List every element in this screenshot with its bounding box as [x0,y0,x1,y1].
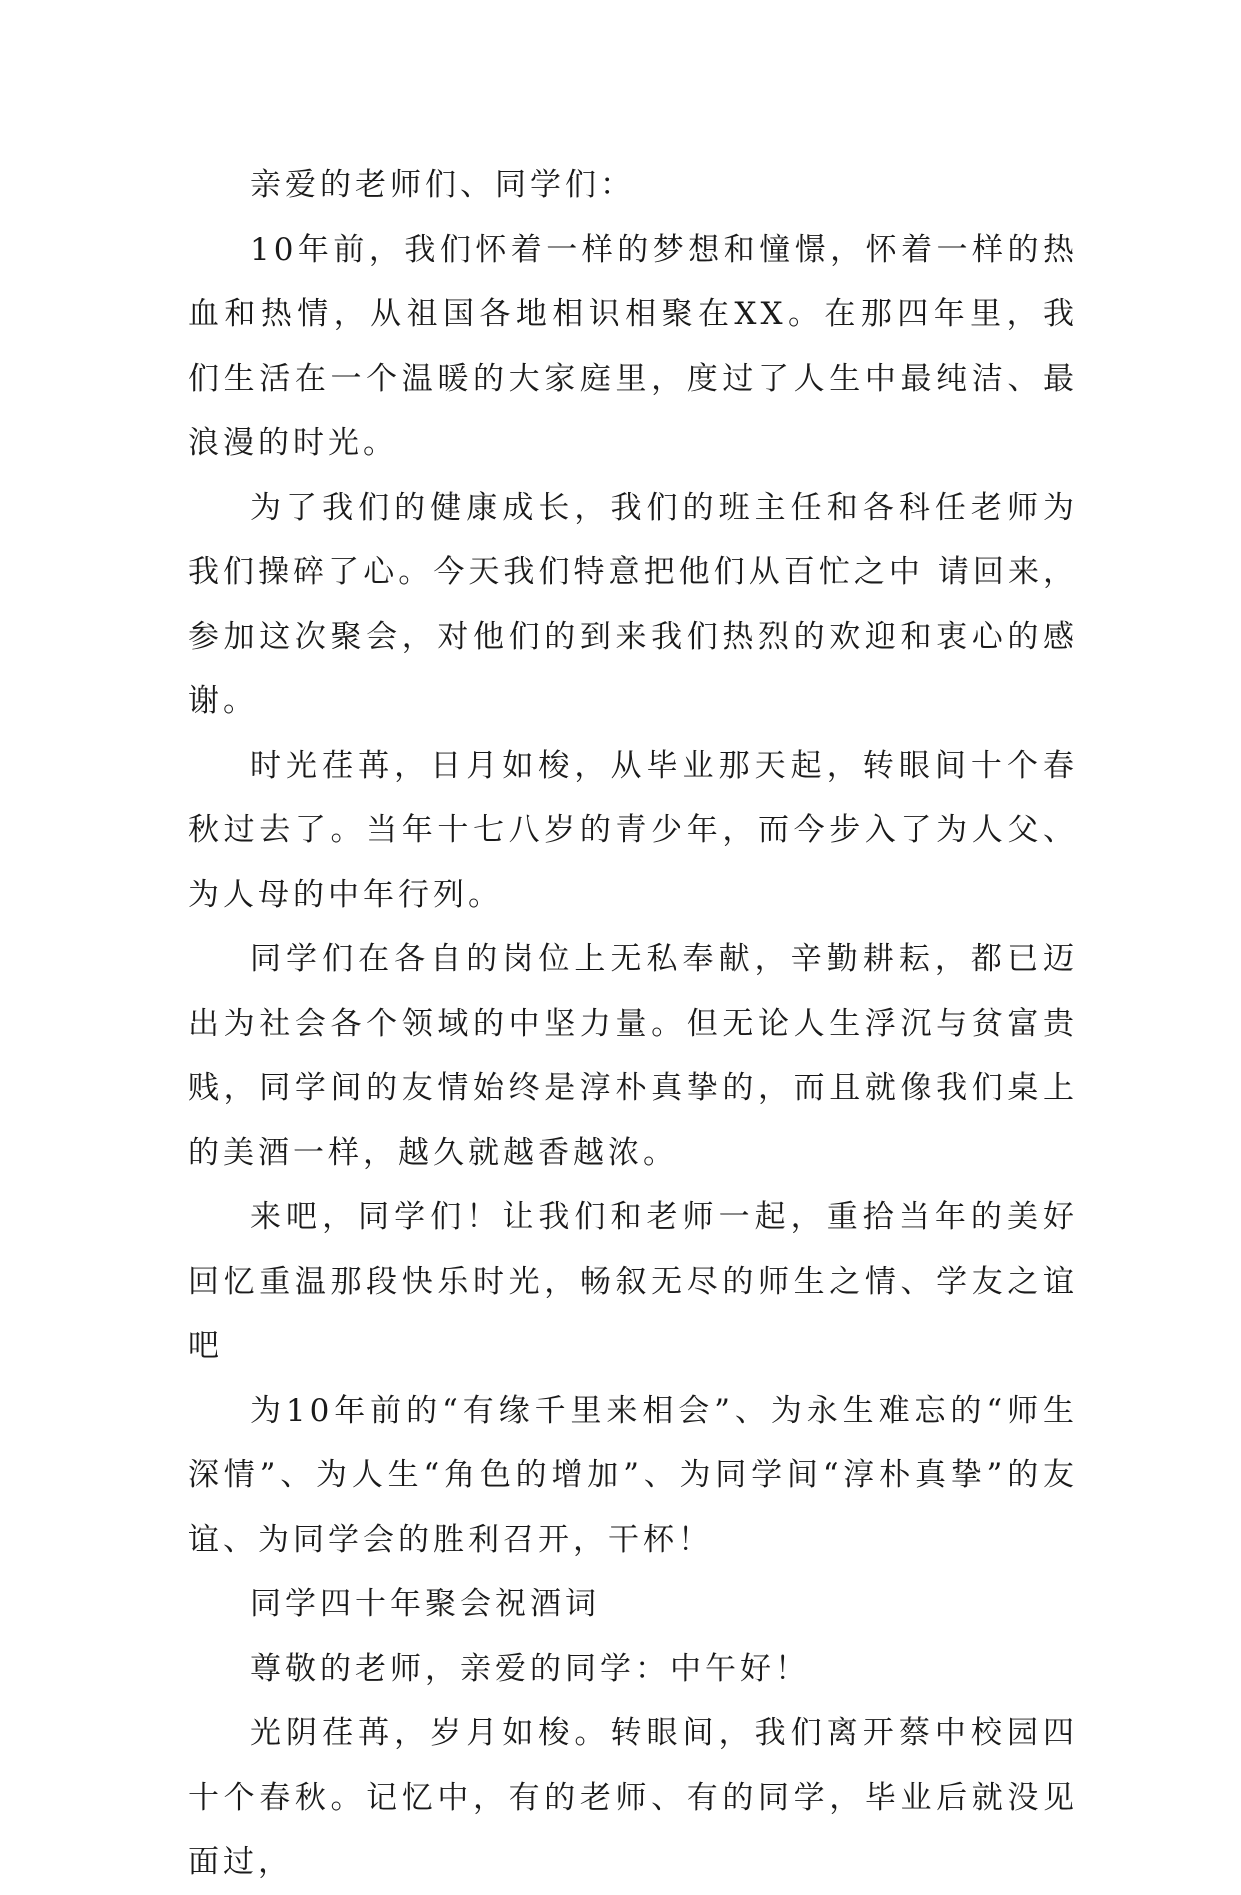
paragraph: 来吧，同学们！让我们和老师一起，重拾当年的美好回忆重温那段快乐时光，畅叙无尽的师生之情、学友之谊吧 [188,1199,1078,1364]
paragraph-greeting: 尊敬的老师，亲爱的同学：中午好！ [250,1650,810,1687]
paragraph: 同学们在各自的岗位上无私奉献，辛勤耕耘，都已迈出为社会各个领域的中坚力量。但无论人生浮沉与贫富贵贱，同学间的友情始终是淳朴真挚的，而且就像我们桌上的美酒一样，越久就越香越浓。 [188,941,1078,1171]
paragraph-greeting: 亲爱的老师们、同学们： [250,167,635,203]
paragraph-toast: 为10年前的“有缘千里来相会”、为永生难忘的“师生深情”、为人生“角色的增加”、为同学间“淳朴真挚”的友谊、为同学会的胜利召开，干杯！ [188,1392,1078,1558]
paragraph: 10年前，我们怀着一样的梦想和憧憬，怀着一样的热血和热情，从祖国各地相识相聚在XX。在那四年里，我们生活在一个温暖的大家庭里，度过了人生中最纯洁、最浪漫的时光。 [188,231,1078,461]
paragraph: 时光荏苒，日月如梭，从毕业那天起，转眼间十个春秋过去了。当年十七八岁的青少年，而今步入了为人父、为人母的中年行列。 [188,747,1078,913]
document-body [188,153,1078,1895]
paragraph: 为了我们的健康成长，我们的班主任和各科任老师为我们操碎了心。今天我们特意把他们从百忙之中 请回来，参加这次聚会，对他们的到来我们热烈的欢迎和衷心的感谢。 [188,489,1078,719]
section-title: 同学四十年聚会祝酒词 [250,1586,600,1622]
paragraph: 光阴荏苒，岁月如梭。转眼间，我们离开蔡中校园四十个春秋。记忆中，有的老师、有的同学，毕业后就没见面过， [188,1715,1078,1880]
